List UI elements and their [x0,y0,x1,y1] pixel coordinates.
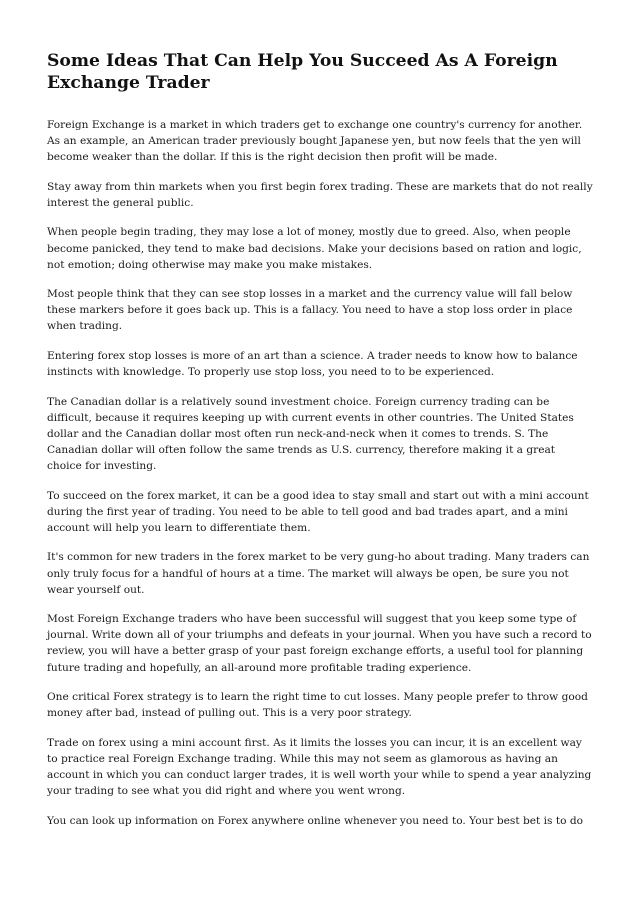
text-line: One critical Forex strategy is to learn the right time to cut losses. Many people prefer to throw good [47,691,588,704]
text-line: Entering forex stop losses is more of an art than a science. A trader needs to know how to balance [47,350,578,363]
text-line: to practice real Foreign Exchange trading. While this may not seem as glamorous as having an [47,752,558,765]
paragraph [47,286,595,334]
text-line: dollar and the Canadian dollar most often run neck-and-neck when it comes to trends. S. The [47,427,549,440]
text-line: only truly focus for a handful of hours at a time. The market will always be open, be sure you not [47,567,569,580]
text-line: become panicked, they tend to make bad decisions. Make your decisions based on ration and logic, [47,242,582,255]
text-line: Trade on forex using a mini account first. As it limits the losses you can incur, it is an excellent way [47,736,582,749]
paragraph [47,394,595,474]
text-line: To succeed on the forex market, it can be a good idea to stay small and start out with a mini account [47,489,589,502]
text-line: You can look up information on Forex anywhere online whenever you need to. Your best bet is to do [47,814,583,827]
text-line: account will help you learn to differentiate them. [47,521,311,534]
text-line: Canadian dollar will often follow the same trends as U.S. currency, therefore making it a great [47,444,556,456]
paragraph [47,735,595,799]
text-line: wear yourself out. [47,583,145,596]
text-line: As an example, an American trader previously bought Japanese yen, but now feels that the yen will [47,135,581,148]
paragraph [47,813,595,829]
text-line: these markers before it goes back up. This is a fallacy. You need to have a stop loss order in place [47,304,573,317]
page-title [47,50,595,94]
text-line: your trading to see what you did right and where you went wrong. [47,785,406,798]
text-line: Most Foreign Exchange traders who have been successful will suggest that you keep some type of [47,613,577,626]
text-line: when trading. [47,320,123,333]
text-line: review, you will have a better grasp of your past foreign exchange efforts, a useful tool for planning [47,645,584,658]
text-line: The Canadian dollar is a relatively sound investment choice. Foreign currency trading can be [47,395,550,408]
text-line: account in which you can conduct larger trades, it is well worth your while to spend a year analyzing [47,769,592,781]
document-page [47,50,595,842]
text-line: during the first year of trading. You need to be able to tell good and bad trades apart, and a mini [47,505,568,518]
paragraph [47,611,595,675]
title-line: Exchange Trader [47,73,210,93]
title-line: Some Ideas That Can Help You Succeed As A Foreign [47,51,558,71]
paragraph [47,488,595,536]
text-line: difficult, because it requires keeping up with current events in other countries. The United States [47,411,574,424]
text-line: instincts with knowledge. To properly use stop loss, you need to to be experienced. [47,366,495,379]
text-line: interest the general public. [47,196,194,209]
text-line: not emotion; doing otherwise may make you make mistakes. [47,258,373,271]
paragraph [47,179,595,211]
paragraph [47,689,595,721]
paragraph [47,348,595,380]
text-line: money after bad, instead of pulling out. This is a very poor strategy. [47,707,412,720]
text-line: become weaker than the dollar. If this is the right decision then profit will be made. [47,151,498,164]
text-line: Most people think that they can see stop losses in a market and the currency value will fall below [47,288,573,301]
paragraph [47,549,595,597]
text-line: It's common for new traders in the forex market to be very gung-ho about trading. Many traders can [47,551,590,564]
text-line: Foreign Exchange is a market in which traders get to exchange one country's currency for another. [47,119,583,131]
text-line: choice for investing. [47,460,157,473]
text-line: journal. Write down all of your triumphs and defeats in your journal. When you have such a record to [47,629,592,642]
text-line: When people begin trading, they may lose a lot of money, mostly due to greed. Also, when people [47,226,571,239]
paragraph [47,224,595,272]
text-line: future trading and hopefully, an all-around more profitable trading experience. [47,661,472,674]
paragraph [47,117,595,165]
text-line: Stay away from thin markets when you first begin forex trading. These are markets that do not really [47,180,593,193]
